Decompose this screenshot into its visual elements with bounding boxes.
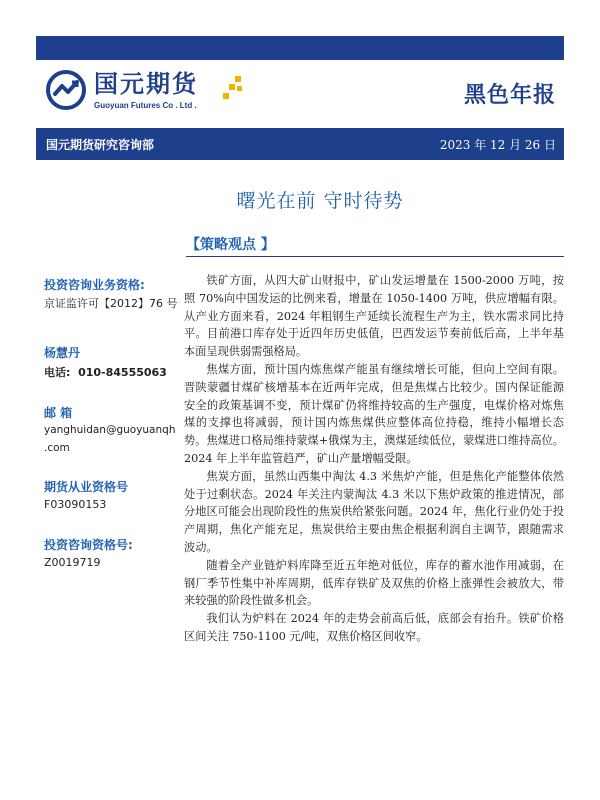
report-title: 曙光在前 守时待势 <box>236 190 404 212</box>
section-title: 【策略观点 】 <box>186 237 275 253</box>
email-value-line1: yanghuidan@guoyuanqh <box>44 424 176 436</box>
paragraph-coking-coal: 焦煤方面，预计国内炼焦煤产能虽有继续增长可能，但向上空间有限。晋陕蒙疆甘煤矿核增基本在近两年完成，但是焦煤占比较少。国内保证能源安全的政策基调不变，预计煤矿仍将维持较高的生产强度，电煤价格对炼焦煤的支撑也将减弱，预计国内炼焦煤供应整体高位持稳，维持小幅增长态势。焦煤进口格局维持蒙煤+俄煤为主，澳煤延续低位，蒙煤进口维持高位。2024 年上半年监管趋严，矿山产量增幅受限。 <box>184 362 564 465</box>
futures-license-value: F03090153 <box>44 498 107 511</box>
paragraph-coke: 焦炭方面，虽然山西集中淘汰 4.3 米焦炉产能，但是焦化产能整体依然处于过剩状态。2024 年关注内蒙淘汰 4.3 米以下焦炉政策的推进情况，部分地区可能会出现阶段性的焦炭供给紧张问题。2024 年，焦化行业仍处于投产周期，焦化产能充足，焦炭供给主要由焦企根据利润自主调节，跟随需求波动。 <box>184 469 564 554</box>
phone-label: 电话: <box>44 366 71 379</box>
company-name-cn: 国元期货 <box>94 70 198 98</box>
paragraph-iron-ore: 铁矿方面，从四大矿山财报中，矿山发运增量在 1500-2000 万吨，按照 70%向中国发运的比例来看，增量在 1050-1400 万吨，供应增幅有限。从产业方面来看，2024 年粗钢生产延续长流程生产为主，铁水需求同比持平。目前港口库存处于近四年历史低值，巴西发运节奏前低后高，上半年基本面呈现供弱需强格局。 <box>184 274 564 359</box>
qualification-label: 投资咨询业务资格: <box>44 278 145 292</box>
department-name: 国元期货研究咨询部 <box>46 138 155 152</box>
company-logo <box>46 70 246 116</box>
header-bar <box>36 128 564 160</box>
futures-license-label: 期货从业资格号 <box>44 480 129 494</box>
qualification-value: 京证监许可【2012】76 号 <box>44 297 178 310</box>
logo-mark-icon <box>46 70 86 110</box>
document-type: 黑色年报 <box>463 83 556 108</box>
company-name-en: Guoyuan Futures Co . Ltd . <box>94 101 197 110</box>
top-band <box>36 36 564 60</box>
logo-squares-icon <box>222 76 244 102</box>
consult-license-label: 投资咨询资格号: <box>44 538 133 552</box>
paragraph-inventory: 随着全产业链炉料库降至近五年绝对低位，库存的蓄水池作用减弱，在钢厂季节性集中补库周期，低库存铁矿及双焦的价格上涨弹性会被放大，带来较强的阶段性做多机会。 <box>184 558 564 608</box>
phone-line <box>44 364 167 380</box>
report-date: 2023 年 12 月 26 日 <box>439 138 556 152</box>
consult-license-value: Z0019719 <box>44 556 101 569</box>
paragraph-conclusion: 我们认为炉料在 2024 年的走势会前高后低，底部会有抬升。铁矿价格区间关注 750-1100 元/吨，双焦价格区间收窄。 <box>184 612 564 643</box>
email-label: 邮 箱 <box>44 406 73 420</box>
email-value-line2: .com <box>44 442 70 454</box>
strategy-body <box>184 272 564 646</box>
section-divider <box>186 256 564 257</box>
analyst-name: 杨慧丹 <box>44 346 81 360</box>
phone-value: 010-84555063 <box>78 366 167 379</box>
